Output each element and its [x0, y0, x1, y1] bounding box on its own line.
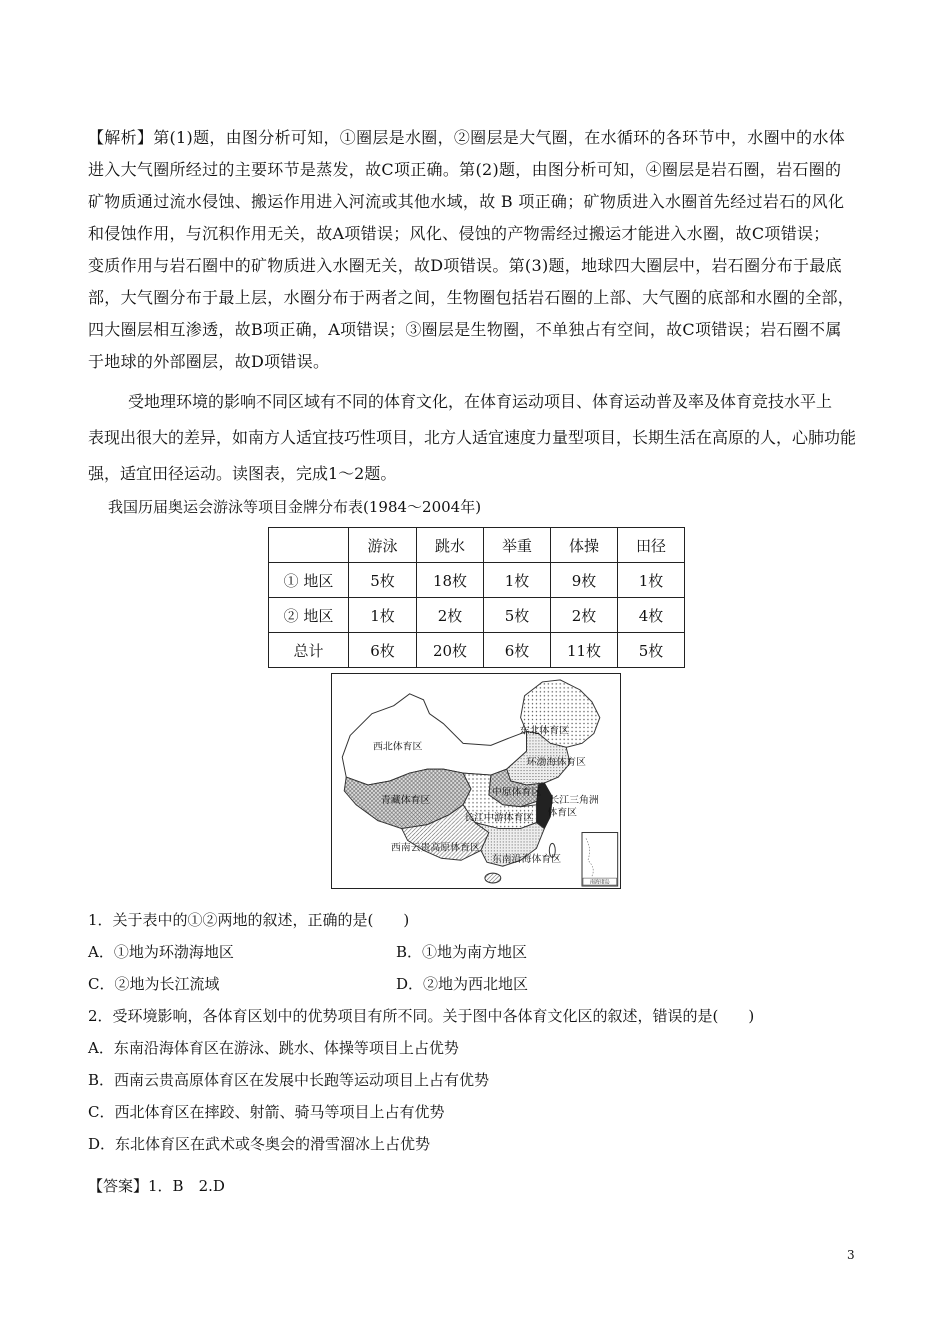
- analysis-line: 矿物质通过流水侵蚀、搬运作用进入河流或其他水域，故 B 项正确；矿物质进入水圈首先经过岩石的风化: [88, 192, 845, 211]
- map-label-qingzang: 青藏体育区: [380, 794, 431, 806]
- question-2-stem: 2．受环境影响，各体育区划中的优势项目有所不同。关于图中各体育文化区的叙述，错误的是( ): [88, 1007, 755, 1025]
- table-cell: 11枚: [551, 633, 618, 668]
- map-label-southeast: 东南沿海体育区: [491, 854, 562, 866]
- questions-section: [88, 904, 868, 1160]
- analysis-line: 部，大气圈分布于最上层，水圈分布于两者之间，生物圈包括岩石圈的上部、大气圈的底部和水圈的全部，: [88, 288, 855, 307]
- analysis-section: [88, 122, 868, 378]
- table-cell: 6枚: [349, 633, 417, 668]
- table-cell: 2枚: [551, 598, 618, 633]
- answer-line: 【答案】1．B 2.D: [88, 1177, 225, 1195]
- map-label-yangtze-delta-2: 体育区: [547, 807, 578, 819]
- intro-line: 表现出很大的差异，如南方人适宜技巧性项目，北方人适宜速度力量型项目，长期生活在高原的人，心肺功能: [88, 428, 857, 447]
- table-row: [269, 598, 685, 633]
- map-label-middle-yangtze: 长江中游体育区: [464, 812, 534, 824]
- table-row: [269, 563, 685, 598]
- table-header-cell: [269, 528, 349, 563]
- option-2b[interactable]: B．西南云贵高原体育区在发展中长跑等运动项目上占有优势: [88, 1071, 490, 1089]
- analysis-line: 和侵蚀作用，与沉积作用无关，故A项错误；风化、侵蚀的产物需经过搬运才能进入水圈，故C项错误；: [88, 224, 830, 243]
- table-cell: 1枚: [349, 598, 417, 633]
- question-1-stem: 1．关于表中的①②两地的叙述，正确的是( ): [88, 911, 410, 929]
- sports-region-map: [331, 673, 621, 889]
- analysis-line: 于地球的外部圈层，故D项错误。: [88, 352, 330, 371]
- table-cell: 9枚: [551, 563, 618, 598]
- page-number: 3: [847, 1248, 855, 1262]
- analysis-line: 进入大气圈所经过的主要环节是蒸发，故C项正确。第(2)题，由图分析可知，④圈层是岩石圈，岩石圈的: [88, 160, 842, 179]
- table-cell: 6枚: [484, 633, 551, 668]
- table-cell: 4枚: [618, 598, 685, 633]
- map-label-central: 中原体育区: [491, 786, 542, 798]
- option-1b[interactable]: B．①地为南方地区: [396, 943, 528, 961]
- option-1a[interactable]: A．①地为环渤海地区: [88, 943, 234, 961]
- table-cell: 总计: [269, 633, 349, 668]
- map-label-yangtze-delta-1: 长江三角洲: [549, 794, 599, 806]
- table-cell: 20枚: [417, 633, 484, 668]
- table-cell: 5枚: [349, 563, 417, 598]
- table-cell: 1枚: [618, 563, 685, 598]
- table-cell: 5枚: [618, 633, 685, 668]
- option-2d[interactable]: D．东北体育区在武术或冬奥会的滑雪溜冰上占优势: [88, 1135, 431, 1153]
- table-row: [269, 633, 685, 668]
- analysis-line: 变质作用与岩石圈中的矿物质进入水圈无关，故D项错误。第(3)题，地球四大圈层中，岩石圈分布于最底: [88, 256, 842, 275]
- question-1-options-row: [88, 936, 868, 968]
- map-label-bohai: 环渤海体育区: [526, 757, 586, 769]
- map-label-southwest: 西南云贵高原体育区: [390, 842, 480, 854]
- table-cell: 18枚: [417, 563, 484, 598]
- hainan-island-shape: [485, 873, 501, 883]
- question-1-options-row: [88, 968, 868, 1000]
- option-1c[interactable]: C．②地为长江流域: [88, 975, 220, 993]
- intro-line: 受地理环境的影响不同区域有不同的体育文化，在体育运动项目、体育运动普及率及体育竞技水平上: [128, 392, 833, 411]
- map-label-northeast: 东北体育区: [519, 725, 570, 737]
- table-header-cell: 游泳: [349, 528, 417, 563]
- analysis-line: 四大圈层相互渗透，故B项正确，A项错误；③圈层是生物圈，不单独占有空间，故C项错误；岩石圈不属: [88, 320, 842, 339]
- option-2a[interactable]: A．东南沿海体育区在游泳、跳水、体操等项目上占优势: [88, 1039, 459, 1057]
- table-cell: ② 地区: [269, 598, 349, 633]
- table-cell: 5枚: [484, 598, 551, 633]
- table-header-cell: 田径: [618, 528, 685, 563]
- table-cell: ① 地区: [269, 563, 349, 598]
- option-1d[interactable]: D．②地为西北地区: [396, 975, 529, 993]
- intro-section: [88, 384, 868, 492]
- table-header-cell: 跳水: [417, 528, 484, 563]
- table-header-row: [269, 528, 685, 563]
- option-2c[interactable]: C．西北体育区在摔跤、射箭、骑马等项目上占有优势: [88, 1103, 445, 1121]
- table-cell: 2枚: [417, 598, 484, 633]
- analysis-line: 【解析】第(1)题，由图分析可知，①圈层是水圈，②圈层是大气圈，在水循环的各环节中，水圈中的水体: [88, 128, 846, 147]
- intro-line: 强，适宜田径运动。读图表，完成1～2题。: [88, 464, 397, 483]
- table-cell: 1枚: [484, 563, 551, 598]
- table-header-cell: 举重: [484, 528, 551, 563]
- inset-label: 南海诸岛: [589, 879, 610, 886]
- table-title: 我国历届奥运会游泳等项目金牌分布表(1984～2004年): [108, 498, 482, 516]
- table-header-cell: 体操: [551, 528, 618, 563]
- medal-table: [268, 527, 685, 668]
- map-label-northwest: 西北体育区: [373, 741, 423, 753]
